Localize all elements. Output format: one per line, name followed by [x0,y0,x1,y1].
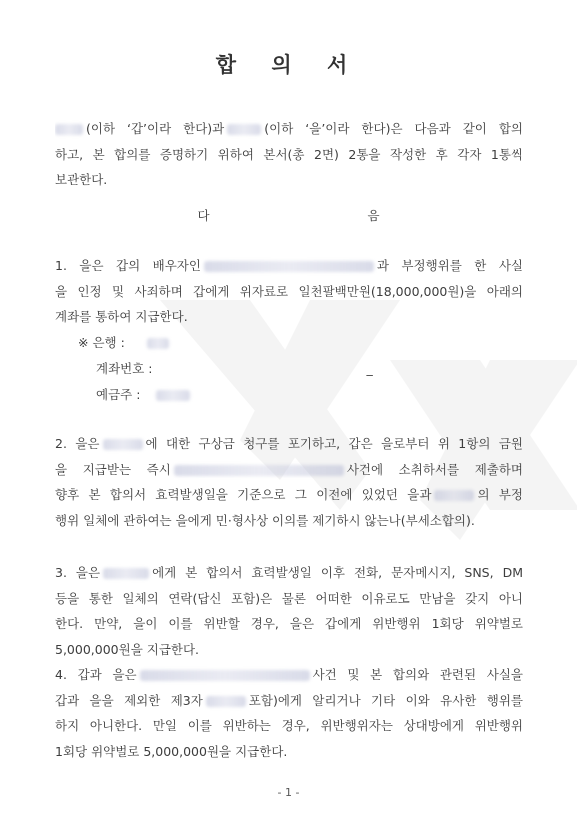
account-number-tail: _ [366,361,373,376]
redacted-name [103,568,149,579]
clause-text: 에게 본 합의서 효력발생일 이후 전화, 문자메시지, SNS, DM [152,565,523,580]
clause-text: 에 대한 구상금 청구를 포기하고, 갑은 을로부터 위 1항의 금원 [145,436,523,451]
redacted-case [140,670,310,681]
clause-text: 2. 을은 [55,436,100,451]
heading-char: 음 [367,208,380,223]
heading-char: 다 [197,208,210,223]
clause-4-line-3: 하지 아니한다. 만일 이를 위반하는 경우, 위반행위자는 상대방에게 위반행위 [55,718,523,733]
clause-1-line-2: 을 인정 및 사죄하며 갑에게 위자료로 일천팔백만원(18,000,000원)을 아래의 [55,283,523,299]
clause-text: 을 지급받는 즉시 [55,461,171,477]
account-bank-row [78,333,172,351]
clause-3-line-1 [55,560,523,586]
clause-text: 의 부정 [477,487,523,502]
clause-2-line-2 [55,457,523,483]
redacted-bank [147,338,169,349]
clause-1 [55,253,523,330]
clause-4-line-4: 1회당 위약벌로 5,000,000원을 지급한다. [55,743,288,759]
clause-4-line-2 [55,688,523,714]
document-title: 합 의 서 [215,53,362,77]
redacted-holder [156,390,190,401]
redacted-name [103,439,143,450]
clause-3 [55,560,523,662]
clause-text: 포함)에게 알리거나 기타 이와 유사한 행위를 [248,692,523,708]
redacted-name [55,124,83,135]
clause-text: 과 부정행위를 한 사실 [376,258,523,273]
intro-line-1 [55,116,523,142]
bank-label: ※ 은행 : [78,335,125,350]
clause-4-line-1 [55,662,523,688]
intro-paragraph [55,116,523,193]
clause-4 [55,662,523,764]
redacted-name [434,490,474,501]
clause-1-line-1 [55,253,523,279]
account-holder-label: 예금주 : [96,387,141,402]
intro-text: (이하 ‘갑’이라 한다)과 [86,121,225,136]
redacted-detail [206,696,246,707]
account-number-row [96,359,373,377]
clause-2-line-1 [55,431,523,457]
clause-3-line-2: 등을 통한 일체의 연락(답신 포함)은 물론 어떠한 이유로도 만남을 갖지 아니 [55,590,523,606]
clause-text: 3. 을은 [55,565,101,580]
account-holder-row [96,385,193,403]
clause-text: 사건 및 본 합의와 관련된 사실을 [312,667,523,682]
intro-text: (이하 ‘을’이라 한다)은 다음과 같이 합의 [264,121,523,136]
clause-2-line-3 [55,482,523,508]
redacted-case [174,465,344,476]
clause-1-line-3: 계좌를 통하여 지급한다. [55,309,188,324]
clause-3-line-4: 5,000,000원을 지급한다. [55,641,200,657]
account-number-label: 계좌번호 : [96,361,153,376]
page-number: - 1 - [277,786,300,799]
redacted-name [204,261,374,272]
intro-line-3: 보관한다. [55,172,108,187]
clause-3-line-3: 한다. 만약, 을이 이를 위반할 경우, 을은 갑에게 위반행위 1회당 위약벌로 [55,616,523,631]
clause-text: 갑과 을을 제외한 제3자 [55,692,203,708]
clause-2 [55,431,523,533]
section-heading [0,206,577,224]
redacted-name [227,124,261,135]
clause-text: 4. 갑과 을은 [55,667,137,682]
clause-text: 1. 을은 갑의 배우자인 [55,258,201,273]
intro-line-2: 하고, 본 합의를 증명하기 위하여 본서(총 2면) 2통을 작성한 후 각자 1통씩 [55,146,523,162]
clause-text: 향후 본 합의서 효력발생일을 기준으로 그 이전에 있었던 을과 [55,487,432,502]
clause-text: 사건에 소취하서를 제출하며 [346,461,523,477]
clause-2-line-4: 행위 일체에 관하여는 을에게 민·형사상 이의를 제기하시 않는나(부세소합의). [55,512,475,528]
